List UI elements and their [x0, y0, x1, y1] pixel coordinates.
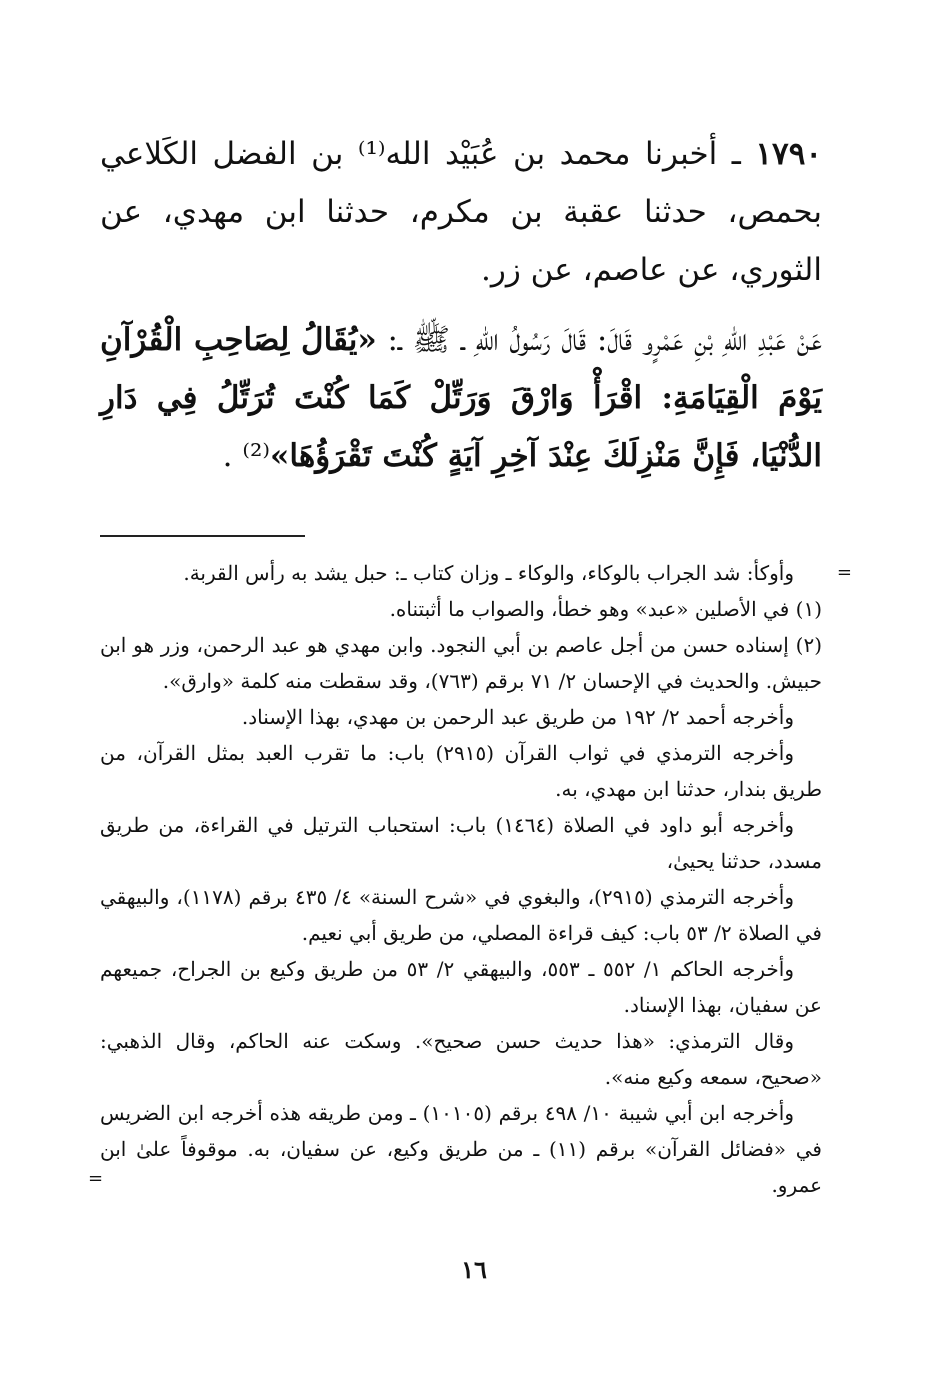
hadith-paragraph [100, 311, 822, 485]
footnote-item [88, 1095, 822, 1203]
page-number: ١٦ [461, 1255, 487, 1284]
footnote-text: وأخرجه الحاكم ١/ ٥٥٢ ـ ٥٥٣، والبيهقي ٢/ ٥٣ من طريق وكيع بن الجراح، جميعهم عن سفيان، بهذا الإسناد. [100, 957, 822, 1017]
hadith-footnote-ref: ⁽²⁾ . [222, 438, 271, 474]
footnote-text: وأخرجه أحمد ٢/ ١٩٢ من طريق عبد الرحمن بن مهدي، بهذا الإسناد. [241, 705, 794, 729]
footnote-text: وأخرجه الترمذي في ثواب القرآن (٢٩١٥) باب: ما تقرب العبد بمثل القرآن، من طريق بندار، حدثنا ابن مهدي، به. [100, 741, 822, 801]
footnote-text: وأخرجه أبو داود في الصلاة (١٤٦٤) باب: استحباب الترتيل في القراءة، من طريق مسدد، حدثنا يحيىٰ، [100, 813, 822, 873]
footnote-text: وأوكأ: شد الجراب بالوكاء، والوكاء ـ وزان كتاب ـ: حبل يشد به رأس القربة. [183, 561, 794, 585]
footnote-text: وأخرجه ابن أبي شيبة ١٠/ ٤٩٨ برقم (١٠١٠٥) ـ ومن طريقه هذه أخرجه ابن الضريس في «فضائل القرآن» برقم (١١) ـ من طريق وكيع، عن سفيان، به. موقوفاً علىٰ ابن عمرو. [100, 1101, 822, 1197]
footnote-item [100, 699, 822, 735]
paragraph-text: ـ أخبرنا محمد بن عُبَيْد الله⁽¹⁾ بن الفضل الكَلاعي بحمص، حدثنا عقبة بن مكرم، حدثنا ابن مهدي، عن الثوري، عن عاصم، عن زر. [100, 136, 822, 288]
footnote-text: (١) في الأصلين «عبد» وهو خطأ، والصواب ما أثبتناه. [389, 597, 822, 621]
continuation-marker: = [88, 1168, 104, 1189]
hadith-text: «يُقَالُ لِصَاحِبِ الْقُرْآنِ يَوْمَ الْقِيَامَةِ: اقْرَأْ وَارْقَ وَرَتِّلْ كَمَا كُنْتَ تُرَتِّلُ فِي دَارِ الدُّنْيَا، فَإِنَّ مَنْزِلَكَ عِنْدَ آخِرِ آيَةٍ كُنْتَ تَقْرَؤُهَا» [100, 322, 822, 474]
footnote-item [100, 879, 822, 951]
footnote-item [100, 627, 822, 699]
paragraph-number: ١٧٩٠ [755, 136, 822, 172]
main-paragraph [100, 125, 822, 299]
footnote-item [100, 951, 822, 1023]
footnote-item [100, 735, 822, 807]
footnote-divider [100, 535, 305, 537]
continuation-marker: = [836, 562, 852, 583]
footnote-item [100, 807, 822, 879]
footnote-item [100, 555, 852, 591]
page-body [88, 125, 852, 1325]
footnote-text: وقال الترمذي: «هذا حديث حسن صحيح». وسكت عنه الحاكم، وقال الذهبي: «صحيح، سمعه وكيع منه». [100, 1029, 822, 1089]
footnote-item [100, 1023, 822, 1095]
hadith-intro: عَنْ عَبْدِ اللهِ بْنِ عَمْرٍو قَالَ: قَالَ رَسُولُ اللهِ ـ ﷺ ـ: [376, 322, 822, 358]
footnotes [88, 555, 852, 1203]
footnote-text: وأخرجه الترمذي (٢٩١٥)، والبغوي في «شرح السنة» ٤/ ٤٣٥ برقم (١١٧٨)، والبيهقي في الصلاة ٢/ ٥٣ باب: كيف قراءة المصلي، من طريق أبي نعيم. [100, 885, 822, 945]
footnote-text: (٢) إسناده حسن من أجل عاصم بن أبي النجود. وابن مهدي هو عبد الرحمن، وزر هو ابن حبيش. والحديث في الإحسان ٢/ ٧١ برقم (٧٦٣)، وقد سقطت منه كلمة «وارق». [100, 633, 822, 693]
footnote-item [100, 591, 822, 627]
